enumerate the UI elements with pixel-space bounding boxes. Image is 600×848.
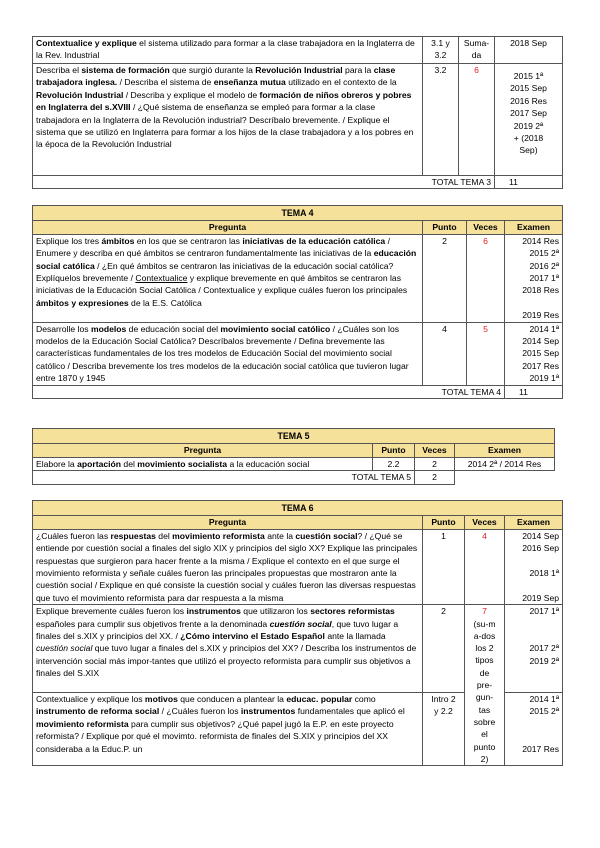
section-title: TEMA 4 — [33, 206, 563, 221]
total-value: 11 — [495, 176, 563, 189]
punto-cell: 3.1 y 3.2 — [423, 37, 459, 64]
tema4-table — [32, 205, 563, 399]
veces-cell: 2 — [415, 457, 455, 470]
tema6-table — [32, 500, 563, 766]
examen-cell: 2014 2ª / 2014 Res — [455, 457, 555, 470]
total-value: 11 — [505, 385, 563, 398]
veces-cell: Suma-da — [459, 37, 495, 64]
tema5-table — [32, 428, 555, 485]
table-row — [33, 37, 563, 64]
table-row — [33, 64, 563, 176]
veces-cell: 7 (su-m a-dos los 2 tipos de pre- gun- tas sobre el punto 2) — [465, 605, 505, 766]
examen-cell: 2014 Sep 2016 Sep 2018 1ª 2019 Sep — [505, 529, 563, 604]
table-row — [33, 605, 563, 693]
punto-cell: 2 — [423, 605, 465, 693]
total-row — [33, 385, 563, 398]
punto-cell: 1 — [423, 529, 465, 604]
question-text: Elabore la aportación del movimiento socialista a la educación social — [33, 457, 373, 470]
column-header: Pregunta — [33, 516, 423, 529]
total-row — [33, 471, 555, 484]
punto-cell: Intro 2 y 2.2 — [423, 692, 465, 765]
table-row — [33, 529, 563, 604]
column-header: Pregunta — [33, 221, 423, 234]
punto-cell: 2 — [423, 234, 467, 322]
veces-cell: 6 — [467, 234, 505, 322]
section-title: TEMA 6 — [33, 501, 563, 516]
column-header: Punto — [423, 221, 467, 234]
column-header: Veces — [465, 516, 505, 529]
table-row — [33, 457, 555, 470]
column-header: Pregunta — [33, 444, 373, 457]
examen-cell: 2014 1ª 2015 2ª 2017 Res — [505, 692, 563, 765]
table-row — [33, 234, 563, 322]
column-header: Examen — [505, 221, 563, 234]
column-header: Examen — [505, 516, 563, 529]
total-label: TOTAL TEMA 4 — [33, 385, 505, 398]
total-label: TOTAL TEMA 5 — [33, 471, 415, 484]
question-text: Explique brevemente cuáles fueron los instrumentos que utilizaron los sectores reformistas españoles para cumplir sus objetivos frente a la denominada cuestión social, que tuvo lugar a finales del s.XIX y principios del XX. / ¿Cómo intervino el Estado Español ante la llamada cuestión social que tuvo lugar a finales del s.XIX y principios del XX? / Describa los instrumentos de intervención social más impor-tantes que utilizó el proyecto reformista para cumplir sus objetivos a finales del S.XIX — [33, 605, 423, 693]
punto-cell: 3.2 — [423, 64, 459, 176]
total-row — [33, 176, 563, 189]
punto-cell: 2.2 — [373, 457, 415, 470]
tema3-table — [32, 36, 563, 189]
column-header: Veces — [415, 444, 455, 457]
question-text: Describa el sistema de formación que surgió durante la Revolución Industrial para la clase trabajadora inglesa. / Describa el sistema de enseñanza mutua utilizado en el contexto de la Revolución Industrial / Describa y explique el modelo de formación de niños obreros y pobres en Inglaterra del s.XVIII / ¿Qué sistema de enseñanza se empleó para formar a la clase trabajadora en la Inglaterra de la Revolución industrial? Descríbalo brevemente. / Explique el sistema que se utilizó en Inglaterra para formar a los hijos de la clase trabajadora y a los pobres en la época de la Revolución Industrial — [33, 64, 423, 176]
question-text: Contextualice y explique los motivos que conducen a plantear la educac. popular como instrumento de reforma social / ¿Cuáles fueron los instrumentos fundamentales que aplicó el movimiento reformista para cumplir sus objetivos? ¿Qué papel jugó la E.P. en este proyecto reformista? / Explique por qué el movimto. reformista de finales del S.XIX y principios del XX consideraba a la Educ.P. un — [33, 692, 423, 765]
examen-cell: 2017 1ª 2017 2ª 2019 2ª — [505, 605, 563, 693]
column-header: Punto — [423, 516, 465, 529]
question-text: Contextualice y explique el sistema utilizado para formar a la clase trabajadora en la Inglaterra de la Rev. Industrial — [33, 37, 423, 64]
examen-cell: 2014 Res 2015 2ª 2016 2ª 2017 1ª 2018 Res 2019 Res — [505, 234, 563, 322]
examen-cell: 2015 1ª 2015 Sep 2016 Res 2017 Sep 2019 2ª + (2018 Sep) — [495, 64, 563, 176]
question-text: Explique los tres ámbitos en los que se centraron las iniciativas de la educación católica / Enumere y describa en qué ámbitos se centraron fundamentalmente las iniciativas de la educación social católica / ¿En qué ámbitos se centraron las iniciativas de la educación social católica? Explíquelos brevemente / Contextualice y explique brevemente en qué ámbitos se centraron las iniciativas de la Educación Social Católica / Contextualice y explique cuáles fueron los principales ámbitos y expresiones de la E.S. Católica — [33, 234, 423, 322]
total-label: TOTAL TEMA 3 — [33, 176, 495, 189]
column-header: Veces — [467, 221, 505, 234]
veces-cell: 4 — [465, 529, 505, 604]
veces-cell: 6 — [459, 64, 495, 176]
punto-cell: 4 — [423, 322, 467, 385]
total-value: 2 — [415, 471, 455, 484]
question-text: Desarrolle los modelos de educación social del movimiento social católico / ¿Cuáles son los modelos de la Educación Social Católica? Descríbalos brevemente / Defina brevemente las características fundamentales de los tres modelos de Educación Social del movimiento social católico / Describa brevemente los tres modelos de la educación social católica que tuvieron lugar entre 1870 y 1945 — [33, 322, 423, 385]
veces-cell: 5 — [467, 322, 505, 385]
table-row — [33, 322, 563, 385]
column-header: Punto — [373, 444, 415, 457]
examen-cell: 2014 1ª 2014 Sep 2015 Sep 2017 Res 2019 1ª — [505, 322, 563, 385]
question-text: ¿Cuáles fueron las respuestas del movimiento reformista ante la cuestión social? / ¿Qué se entiende por cuestión social a finales del siglo XIX y principios del siglo XX? Explique las principales respuestas que surgieron para hacer frente a la misma / Explique el contexto en el que surge el movimiento reformista y señale cuáles fueron las principales propuestas que mostraron ante la cuestión social / Explique en qué consiste la cuestión social y cuáles fueron las diversas respuestas que tuvo el movimiento reformista para dar respuesta a la misma — [33, 529, 423, 604]
examen-cell: 2018 Sep — [495, 37, 563, 64]
section-title: TEMA 5 — [33, 429, 555, 444]
column-header: Examen — [455, 444, 555, 457]
